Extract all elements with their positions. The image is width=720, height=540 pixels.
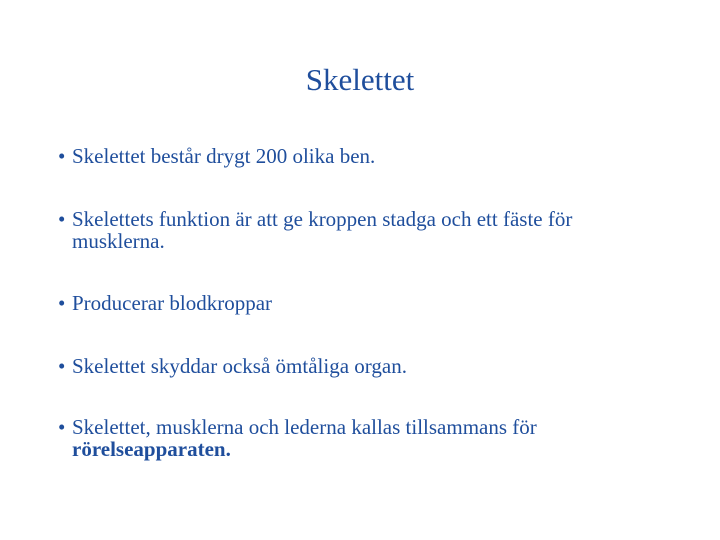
slide-title: Skelettet xyxy=(305,62,415,97)
bullet-icon: • xyxy=(58,207,66,231)
bullet-item xyxy=(58,208,572,252)
bullet-icon: • xyxy=(58,415,66,439)
bullet-text-line-2: musklerna. xyxy=(72,229,165,253)
bullet-text-bold: rörelseapparaten. xyxy=(72,437,231,461)
bullet-item xyxy=(58,416,537,460)
bullet-item xyxy=(58,145,375,167)
bullet-item xyxy=(58,355,407,377)
bullet-text-line-1: Skelettet, musklerna och lederna kallas tillsammans för xyxy=(72,415,537,439)
bullet-icon: • xyxy=(58,354,66,378)
bullet-item xyxy=(58,292,272,314)
bullet-text-line-1: Skelettets funktion är att ge kroppen stadga och ett fäste för xyxy=(72,207,573,231)
bullet-icon: • xyxy=(58,144,66,168)
bullet-text: Skelettet skyddar också ömtåliga organ. xyxy=(72,354,407,378)
bullet-icon: • xyxy=(58,291,66,315)
bullet-text: Producerar blodkroppar xyxy=(72,291,273,315)
bullet-text: Skelettet består drygt 200 olika ben. xyxy=(72,144,376,168)
